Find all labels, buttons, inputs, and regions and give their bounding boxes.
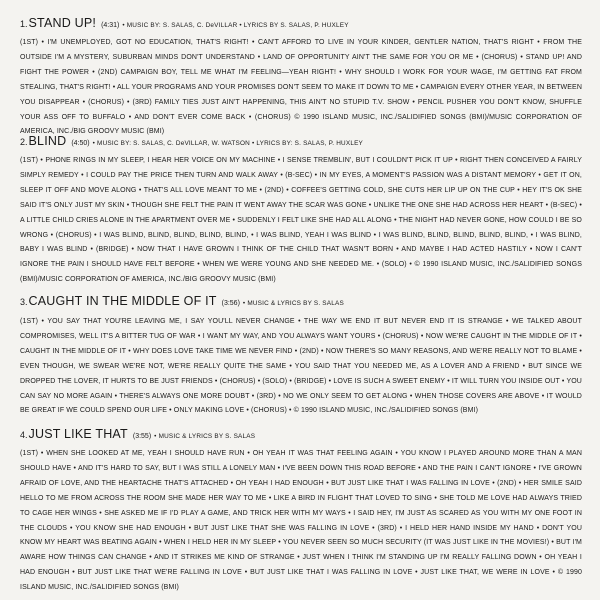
song-title: BLIND: [28, 134, 67, 148]
song-lyrics: (1ST) • YOU SAY THAT YOU'RE LEAVING ME, I SAY YOU'LL NEVER CHANGE • THE WAY WE END IT BUT NEVER END IT IS STRANGE • WE TALKED ABOUT COMPROMISES, WELL IT'S A BITTER TUG OF WAR • I WANT MY WAY, AND YOU ALWAYS WANT YOURS • (CHORUS) • NOW WE'RE CAUGHT IN THE MIDDLE OF IT • CAUGHT IN THE MIDDLE OF IT • WHY DOES LOVE TAKE TIME WE NEVER FIND • (2ND) • NOW THERE'S SO MANY REASONS, AND WE'RE REALLY NOT TO BLAME • EVEN THOUGH, WE SWEAR WE'RE NOT, WE'RE REALLY QUITE THE SAME • YOU SAID THAT YOU NEEDED ME, AS A LOVER AND A FRIEND • BUT SINCE WE DROPPED THE LOVER, IT HURTS TO BE JUST FRIENDS • (CHORUS) • (SOLO) • (BRIDGE) • LOVE IS SUCH A SWEET ENEMY • IT WILL TURN YOU INSIDE OUT • YOU CAN SAY NO MORE AGAIN • THERE'S ALWAYS ONE MORE DOUBT • (3RD) • NO WE ONLY SEEM TO GET ALONG • WHEN THOSE COVERS ARE ABOVE • IT WOULD BE GREAT IF WE COULD SPEND OUR LIFE • ONLY MAKING LOVE • (CHORUS) • © 1990 ISLAND MUSIC, INC./SALIDIFIED SONGS (BMI): [20, 318, 582, 415]
song-credits: • MUSIC & LYRICS BY S. SALAS: [154, 433, 256, 440]
song-duration: (4:31): [101, 22, 120, 29]
song-header: [20, 294, 582, 308]
song-1: [20, 16, 582, 140]
song-2: [20, 134, 582, 288]
song-duration: (3:55): [132, 433, 152, 440]
song-title: JUST LIKE THAT: [28, 427, 128, 441]
song-credits: • MUSIC BY: S. SALAS, C. DeVILLAR, W. WATSON • LYRICS BY: S. SALAS, P. HUXLEY: [92, 140, 364, 147]
song-lyrics: (1ST) • PHONE RINGS IN MY SLEEP, I HEAR HER VOICE ON MY MACHINE • I SENSE TREMBLIN', BUT I COULDN'T PICK IT UP • RIGHT THEN CONCEIVED A FAIRLY SIMPLY REMEDY • I COULD PAY THE PRICE THEN TURN AND WALK AWAY • (B-SEC) • IN MY EYES, A MOMENT'S PASSION WAS A DISTANT MEMORY • GET IT ON, SLEEP IT OFF AND MOVE ALONG • THAT'S ALL LOVE MEANT TO ME • (2ND) • COFFEE'S GETTING COLD, SHE CUTS HER LIP UP ON THE CUP • HEY IT'S OK SHE SAID IT'S ONLY JUST MY SKIN • THOUGH SHE FELT THE PAIN IT WENT AWAY THE SCAR WAS GONE • UNLIKE THE ONE SHE HAD ACROSS HER HEART • (B-SEC) • A LITTLE CHILD CRIES ALONE IN THE APARTMENT OVER ME • SUDDENLY I FELT LIKE SHE HAD ALL ALONG • THE NIGHT HAD NEVER GONE, HOW COULD I BE SO WRONG • (CHORUS) • I WAS BLIND, BLIND, BLIND, BLIND, BLIND, • I WAS BLIND, YEAH I WAS BLIND • I WAS BLIND, BLIND, BLIND, BLIND, BLIND, • I WAS BLIND, BABY I WAS BLIND • (BRIDGE) • NOW THAT I HAVE GROWN I THINK OF THE CHILD THAT WASN'T BORN • AND MAYBE I HAD ACTED HASTILY • NOW I CAN'T IGNORE THE PAIN I SHOULD HAVE FELT BEFORE • WHEN WE WERE YOUNG AND SHE NEEDED ME. • (SOLO) • © 1990 ISLAND MUSIC, INC./SALIDIFIED SONGS (BMI)/MUSIC CORPORATION OF AMERICA, INC./BIG GROOVY MUSIC (BMI): [20, 157, 582, 284]
track-number: 4.: [20, 430, 28, 440]
song-credits: • MUSIC & LYRICS BY S. SALAS: [242, 300, 344, 307]
song-header: [20, 427, 582, 441]
song-4: [20, 427, 582, 596]
track-number: 2.: [20, 137, 28, 147]
song-credits: • MUSIC BY: S. SALAS, C. DeVILLAR • LYRICS BY S. SALAS, P. HUXLEY: [122, 22, 349, 29]
song-duration: (4:50): [71, 140, 90, 147]
track-number: 3.: [20, 297, 28, 307]
song-duration: (3:56): [221, 300, 240, 307]
song-title: CAUGHT IN THE MIDDLE OF IT: [28, 294, 217, 308]
song-lyrics: (1ST) • WHEN SHE LOOKED AT ME, YEAH I SHOULD HAVE RUN • OH YEAH IT WAS THAT FEELING AGAIN • YOU KNOW I PLAYED AROUND MORE THAN A MAN SHOULD HAVE • AND IT'S HARD TO SAY, BUT I WAS STILL A LONELY MAN • I'VE BEEN DOWN THIS ROAD BEFORE • AND THE PAIN I CAN'T IGNORE • I'VE GROWN AFRAID OF LOVE, AND THE HEARTACHE THAT'S ATTACHED • OH YEAH I HAD ENOUGH • BUT JUST LIKE THAT I WAS FALLING IN LOVE • (2ND) • HER SMILE SAID HELLO TO ME FROM ACROSS THE ROOM SHE MADE HER WAY TO ME • LIKE A BIRD IN FLIGHT THAT LOVED TO SING • SHE TOLD ME LOVE HAD ALWAYS TRIED TO CAGE HER WINGS • SHE ASKED ME IF I'D PLAY A GAME, AND TRICK HER WITH MY WAYS • I SAID HEY, I'M JUST AS SCARED AS YOU WITH MY ONE FOOT IN THE CLOUDS • YOU KNOW SHE HAD ENOUGH • BUT JUST LIKE THAT SHE WAS FALLING IN LOVE • (3RD) • I HELD HER HAND INSIDE MY HAND • DON'T YOU KNOW MY HEART WAS BEATING AGAIN • WHEN I HELD HER IN MY SLEEP • YOU NEVER SEEN SO MUCH SECURITY (IT WAS JUST LIKE IN THE MOVIES!) • BUT I'M AWARE HOW THINGS CAN CHANGE • AND IT STRIKES ME KIND OF STRANGE • JUST WHEN I THINK I'M STANDING UP I'M REALLY FALLING DOWN • OH YEAH I HAD ENOUGH • BUT JUST LIKE THAT WE'RE FALLING IN LOVE • BUT JUST LIKE THAT I WAS FALLING IN LOVE • JUST LIKE THAT, WE WERE IN LOVE • © 1990 ISLAND MUSIC, INC./SALIDIFIED SONGS (BMI): [20, 450, 582, 592]
song-title: STAND UP!: [28, 16, 97, 30]
song-lyrics: (1ST) • I'M UNEMPLOYED, GOT NO EDUCATION, THAT'S RIGHT! • CAN'T AFFORD TO LIVE IN YOUR KINDER, GENTLER NATION, THAT'S RIGHT • FROM THE OUTSIDE I'M A MYSTERY, SUBURBAN MINDS DON'T UNDERSTAND • LAND OF OPPORTUNITY AIN'T THE SAME FOR YOU OR ME • (CHORUS) • STAND UP! AND FIGHT THE POWER • (2ND) CAMPAIGN BOY, TELL ME WHAT I'M FEELING—YEAH RIGHT! • WHY SHOULD I WORK FOR YOUR WAGE, I'M GETTING FAT FROM STEALING, THAT'S RIGHT! • ALL YOUR PROGRAMS AND YOUR PROMISES DON'T SEEM TO MAKE IT DOWN TO ME • CAMPAIGN EVERY OTHER YEAR, IN BETWEEN YOU DISAPPEAR • (CHORUS) • (3RD) FAMILY TIES JUST AIN'T HAPPENING, THIS AIN'T NO STUPID T.V. SHOW • PENCIL PUSHER YOU DON'T KNOW, SHUFFLE YOUR ASS OFF TO BUFFALO • AND DON'T EVER COME BACK • (CHORUS) © 1990 ISLAND MUSIC, INC./SALIDIFIED SONGS (BMI)/MUSIC CORPORATION OF AMERICA, INC./BIG GROOVY MUSIC (BMI): [20, 39, 582, 136]
song-3: [20, 294, 582, 419]
track-number: 1.: [20, 19, 28, 29]
song-header: [20, 16, 582, 30]
song-header: [20, 134, 582, 148]
